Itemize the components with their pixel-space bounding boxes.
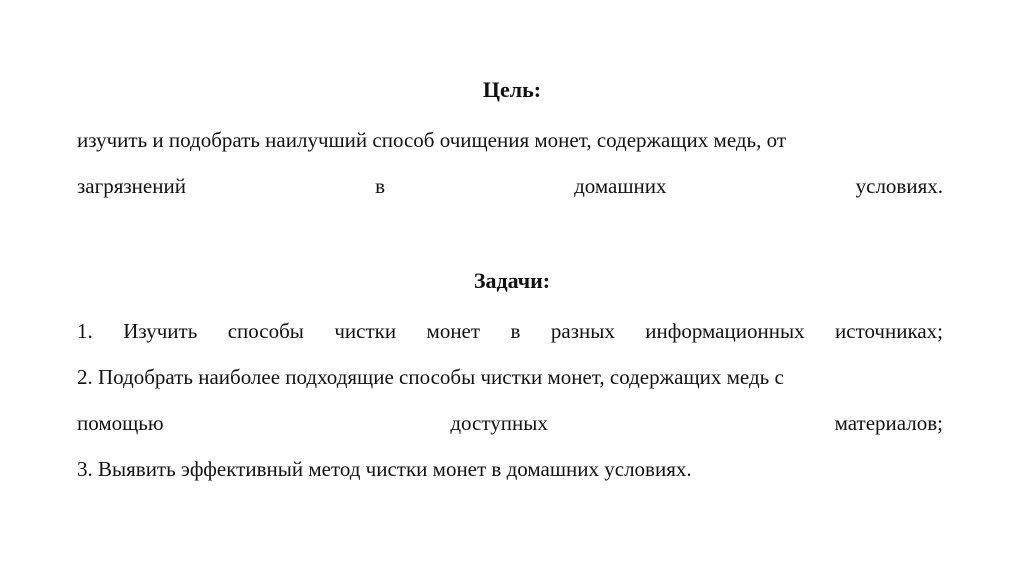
task-item-1-text: 1. Изучить способы чистки монет в разных информационных источниках; <box>77 319 943 343</box>
task-word: помощью <box>77 411 164 435</box>
goal-word: загрязнений <box>77 174 186 198</box>
goal-word: в <box>375 174 385 198</box>
goal-text-line-1: изучить и подобрать наилучший способ очищения монет, содержащих медь, от <box>77 128 787 152</box>
task-item-1 <box>77 318 943 344</box>
goal-text-line-2 <box>77 173 943 199</box>
goal-word: домашних <box>574 174 667 198</box>
task-item-3: 3. Выявить эффективный метод чистки монет в домашних условиях. <box>77 457 692 481</box>
goal-word: условиях. <box>855 174 943 198</box>
tasks-heading: Задачи: <box>473 268 551 293</box>
task-item-2-line-1: 2. Подобрать наиболее подходящие способы чистки монет, содержащих медь с <box>77 365 784 389</box>
task-item-2-line-2 <box>77 410 943 436</box>
task-word: материалов; <box>834 411 943 435</box>
task-word: доступных <box>450 411 548 435</box>
goal-heading: Цель: <box>482 77 542 102</box>
